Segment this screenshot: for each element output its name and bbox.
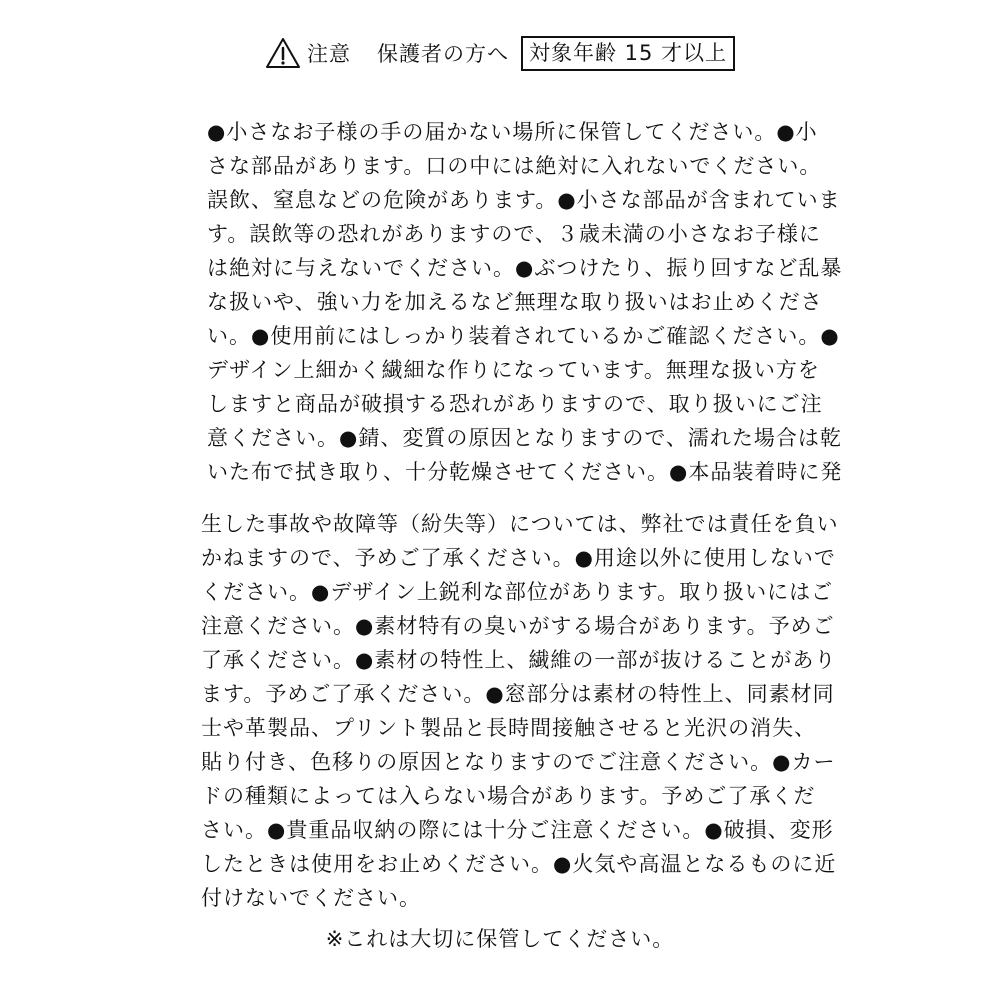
paragraph-line: す。誤飲等の恐れがありますので、３歳未満の小さなお子様に: [207, 222, 821, 246]
paragraph-line: 意ください。●錆、変質の原因となりますので、濡れた場合は乾: [207, 426, 842, 450]
paragraph-line: 付けないでください。: [201, 886, 421, 910]
paragraph-line: かねますので、予めご了承ください。●用途以外に使用しないで: [201, 546, 836, 570]
paragraph-line: しますと商品が破損する恐れがありますので、取り扱いにご注: [207, 392, 823, 416]
paragraph-line: ドの種類によっては入らない場合があります。予めご了承くだ: [201, 784, 816, 808]
paragraph-line: ください。●デザイン上鋭利な部位があります。取り扱いにはご: [201, 580, 834, 604]
paragraph-line: 貼り付き、色移りの原因となりますのでご注意ください。●カー: [201, 750, 836, 774]
paragraph-line: 生した事故や故障等（紛失等）については、弊社では責任を負い: [201, 512, 839, 536]
paragraph-line: さな部品があります。口の中には絶対に入れないでください。: [207, 154, 822, 178]
guardian-label: 保護者の方へ: [376, 42, 509, 66]
paragraph-line: ●小さなお子様の手の届かない場所に保管してください。●小: [207, 120, 818, 144]
warning-header: [0, 32, 1000, 74]
paragraph-line: 注意ください。●素材特有の臭いがする場合があります。予めご: [201, 614, 835, 638]
paragraph-line: いた布で拭き取り、十分乾燥させてください。●本品装着時に発: [207, 460, 843, 484]
keep-this-note: ※これは大切に保管してください。: [325, 927, 675, 951]
paragraph-line: な扱いや、強い力を加えるなど無理な取り扱いはお止めくださ: [207, 290, 823, 314]
paragraph-line: デザイン上細かく繊細な作りになっています。無理な扱い方を: [207, 358, 820, 382]
paragraph-line: したときは使用をお止めください。●火気や高温となるものに近: [201, 852, 837, 876]
paragraph-line: 了承ください。●素材の特性上、繊維の一部が抜けることがあり: [201, 648, 837, 672]
paragraph-line: ます。予めご了承ください。●窓部分は素材の特性上、同素材同: [201, 682, 835, 706]
paragraph-line: 誤飲、窒息などの危険があります。●小さな部品が含まれていま: [207, 188, 841, 212]
paragraph-line: 士や革製品、プリント製品と長時間接触させると光沢の消失、: [201, 716, 817, 740]
caution-label: 注意: [306, 42, 351, 66]
paragraph-line: は絶対に与えないでください。●ぶつけたり、振り回すなど乱暴: [207, 256, 843, 280]
paragraph-line: い。●使用前にはしっかり装着されているかご確認ください。●: [207, 324, 840, 348]
paragraph-line: さい。●貴重品収納の際には十分ご注意ください。●破損、変形: [201, 818, 834, 842]
age-target-badge: 対象年齢 15 才以上: [521, 36, 735, 71]
warning-triangle-icon: [265, 37, 301, 69]
